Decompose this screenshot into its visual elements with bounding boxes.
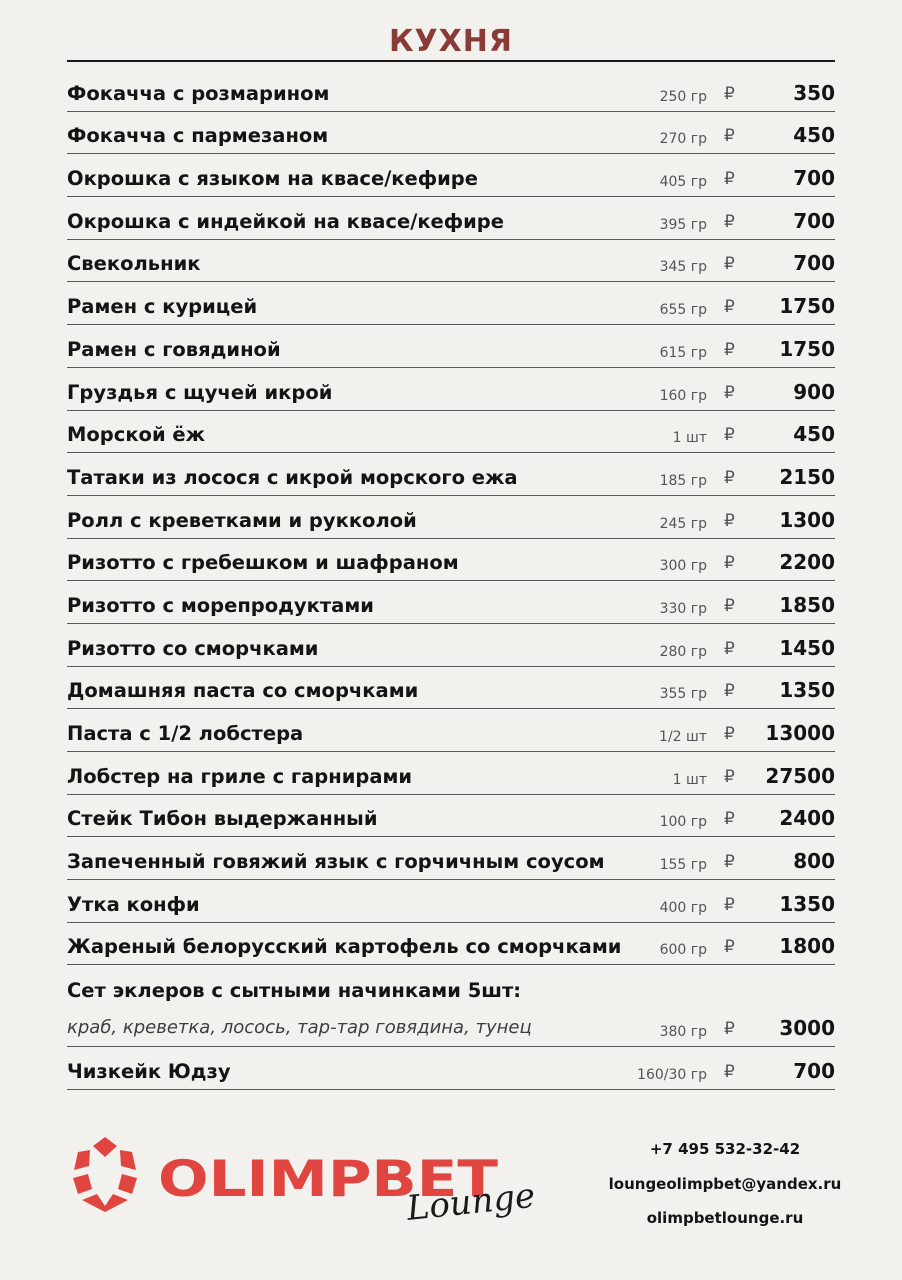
brand-logo: [70, 1132, 550, 1242]
item-price: 450: [793, 123, 835, 148]
item-currency: ₽: [724, 724, 735, 744]
contacts-block: [590, 1140, 860, 1244]
item-weight: 250 гр: [659, 88, 707, 105]
menu-item: [67, 325, 835, 368]
menu-item: [67, 154, 835, 197]
item-weight: 405 гр: [659, 174, 707, 191]
item-currency: ₽: [724, 339, 735, 360]
item-weight: 155 гр: [659, 857, 707, 874]
menu-item: [67, 453, 835, 496]
item-currency: ₽: [724, 211, 735, 232]
menu-item: [67, 752, 835, 795]
menu-item: [67, 1047, 835, 1090]
item-currency: ₽: [724, 467, 735, 488]
item-weight: 345 гр: [659, 259, 707, 276]
item-currency: ₽: [724, 852, 735, 873]
item-weight: 100 гр: [659, 814, 707, 831]
olimpbet-emblem-icon: [73, 1137, 137, 1212]
item-currency: ₽: [724, 83, 735, 104]
page-title: КУХНЯ: [389, 24, 513, 59]
item-price: 1350: [779, 891, 835, 916]
item-name: Стейк Тибон выдержанный: [67, 807, 378, 831]
menu-item: [67, 197, 835, 240]
item-weight: 270 гр: [659, 131, 707, 148]
menu-item: [67, 837, 835, 880]
item-name: Запеченный говяжий язык с горчичным соусом: [67, 850, 605, 874]
menu-item: [67, 795, 835, 838]
item-weight: 395 гр: [659, 216, 707, 233]
item-price: 1850: [779, 592, 835, 617]
item-name: Фокачча с пармезаном: [67, 124, 329, 148]
menu-item: [67, 709, 835, 752]
item-weight: 245 гр: [659, 515, 707, 532]
item-price: 1800: [779, 934, 835, 959]
item-weight: 400 гр: [659, 899, 707, 916]
menu-item: [67, 581, 835, 624]
menu-item: [67, 965, 835, 1047]
item-weight: 185 гр: [659, 472, 707, 489]
menu-item: [67, 282, 835, 325]
contact-email[interactable]: loungeolimpbet@yandex.ru: [608, 1174, 842, 1193]
item-name: Фокачча с розмарином: [67, 81, 330, 105]
item-currency: ₽: [724, 766, 735, 787]
item-price: 700: [793, 208, 835, 233]
item-weight: 160 гр: [659, 387, 707, 404]
item-name: Ризотто с морепродуктами: [67, 593, 374, 617]
menu-item: [67, 624, 835, 667]
menu-item: [67, 667, 835, 710]
contact-website[interactable]: olimpbetlounge.ru: [646, 1209, 804, 1227]
contact-phone[interactable]: +7 495 532-32-42: [649, 1140, 801, 1158]
item-currency: ₽: [724, 937, 735, 958]
item-price: 2150: [779, 464, 835, 489]
item-name: Жареный белорусский картофель со сморчками: [67, 935, 622, 959]
item-currency: ₽: [724, 553, 735, 574]
item-name: Рамен с курицей: [67, 295, 258, 319]
menu-item: [67, 496, 835, 539]
menu-item: [67, 112, 835, 155]
item-weight: 330 гр: [659, 600, 707, 617]
brand-name: OLIMPBET: [158, 1150, 498, 1208]
item-weight: 300 гр: [659, 558, 707, 575]
item-currency: ₽: [724, 382, 735, 403]
item-name: Татаки из лосося с икрой морского ежа: [67, 465, 518, 489]
item-name: Окрошка с языком на квасе/кефире: [67, 167, 478, 191]
item-currency: ₽: [724, 1062, 735, 1083]
item-currency: ₽: [724, 894, 735, 915]
menu-item: [67, 411, 835, 454]
item-weight: 355 гр: [659, 686, 707, 703]
item-name: Окрошка с индейкой на квасе/кефире: [67, 209, 504, 233]
item-weight: 1/2 шт: [659, 729, 707, 745]
item-currency: ₽: [724, 595, 735, 616]
item-price: 1750: [779, 336, 835, 361]
item-price: 800: [793, 849, 835, 874]
item-currency: ₽: [724, 809, 735, 830]
item-price: 3000: [779, 1016, 835, 1041]
item-price: 700: [793, 251, 835, 276]
item-price: 13000: [765, 721, 835, 745]
item-currency: ₽: [724, 681, 735, 702]
item-description: краб, креветка, лосось, тар-тар говядина, тунец: [67, 1017, 532, 1039]
item-currency: ₽: [724, 126, 735, 147]
item-weight: 600 гр: [659, 942, 707, 959]
item-name: Ризотто с гребешком и шафраном: [67, 551, 459, 575]
item-price: 1750: [779, 294, 835, 319]
menu-list: [67, 69, 835, 1090]
item-name: Рамен с говядиной: [67, 337, 281, 361]
item-weight: 1 шт: [672, 430, 707, 447]
item-weight: 160/30 гр: [637, 1067, 707, 1084]
item-price: 1300: [779, 507, 835, 532]
menu-item: [67, 923, 835, 966]
item-price: 700: [793, 166, 835, 191]
item-currency: ₽: [724, 169, 735, 190]
item-price: 27500: [765, 763, 835, 788]
item-currency: ₽: [724, 1019, 735, 1040]
brand-script: Lounge: [404, 1175, 537, 1229]
item-name: Лобстер на гриле с гарнирами: [67, 764, 413, 788]
item-weight: 615 гр: [659, 344, 707, 361]
item-price: 1450: [779, 635, 835, 660]
menu-item: [67, 368, 835, 411]
item-weight: 1 шт: [672, 771, 707, 788]
item-price: 2200: [779, 550, 835, 575]
item-currency: ₽: [724, 510, 735, 531]
item-name: Паста с 1/2 лобстера: [67, 722, 304, 745]
item-currency: ₽: [724, 638, 735, 659]
item-name: Ролл с креветками и рукколой: [67, 508, 417, 532]
item-price: 700: [793, 1059, 835, 1084]
item-name: Морской ёж: [67, 423, 206, 447]
title-divider: [67, 60, 835, 62]
item-price: 900: [793, 379, 835, 404]
item-price: 350: [793, 80, 835, 105]
item-name: Сет эклеров с сытными начинками 5шт:: [67, 979, 522, 1003]
item-weight: 380 гр: [659, 1024, 707, 1041]
item-name: Свекольник: [67, 252, 201, 276]
item-name: Чизкейк Юдзу: [67, 1060, 231, 1084]
item-weight: 280 гр: [659, 643, 707, 660]
item-name: Груздья с щучей икрой: [67, 380, 333, 404]
item-weight: 655 гр: [659, 302, 707, 319]
item-currency: ₽: [724, 254, 735, 275]
menu-item: [67, 539, 835, 582]
item-currency: ₽: [724, 425, 735, 446]
menu-item: [67, 240, 835, 283]
item-price: 1350: [779, 678, 835, 703]
item-currency: ₽: [724, 297, 735, 318]
item-price: 2400: [779, 806, 835, 831]
menu-item: [67, 880, 835, 923]
menu-item: [67, 69, 835, 112]
item-name: Ризотто со сморчками: [67, 636, 319, 660]
item-price: 450: [793, 422, 835, 447]
item-name: Домашняя паста со сморчками: [67, 679, 419, 703]
item-name: Утка конфи: [67, 892, 200, 916]
